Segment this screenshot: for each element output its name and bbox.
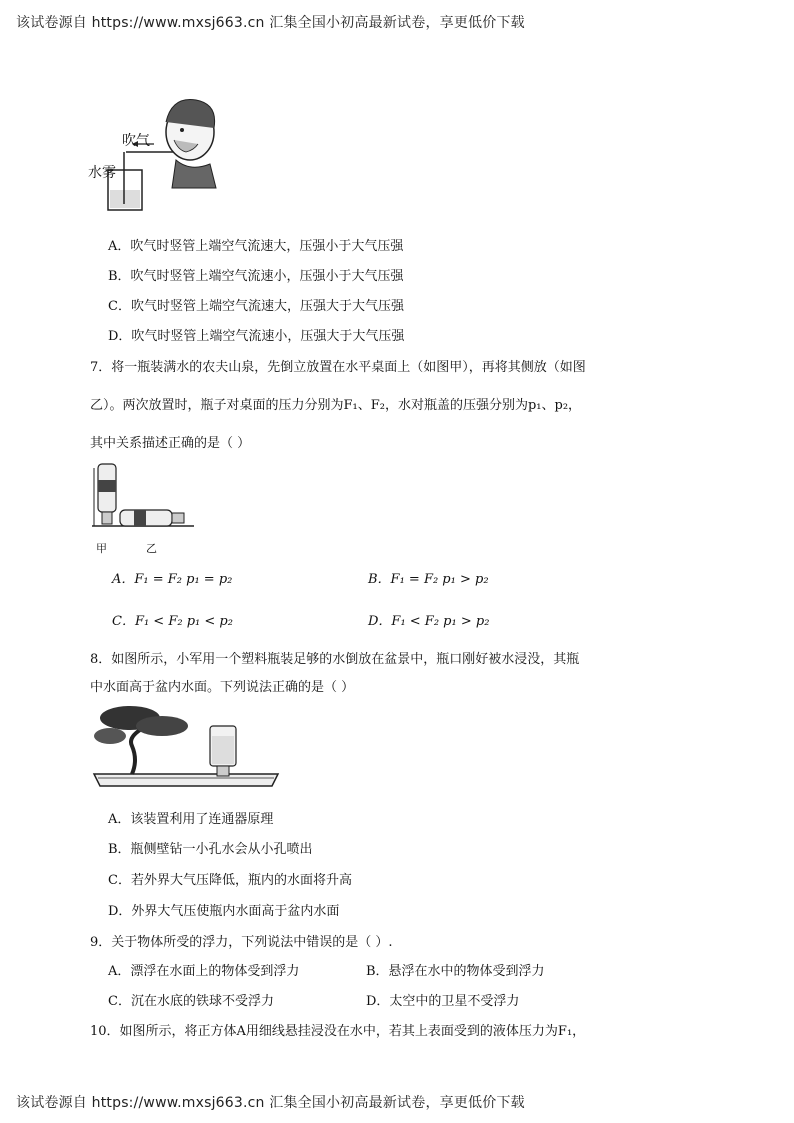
- q8-option-d: D．外界大气压使瓶内水面高于盆内水面: [108, 904, 340, 919]
- q9-option-b: B．悬浮在水中的物体受到浮力: [366, 964, 545, 979]
- q6-option-a: A．吹气时竖管上端空气流速大，压强小于大气压强: [108, 239, 404, 254]
- q7-option-b: B．F₁ = F₂ p₁ > p₂: [368, 572, 489, 587]
- q9-option-a: A．漂浮在水面上的物体受到浮力: [108, 964, 300, 979]
- q8-stem-line2: 中水面高于盆内水面。下列说法正确的是（ ）: [90, 680, 355, 695]
- bottle-yi-label: [134, 510, 146, 526]
- q7-stem-line3: 其中关系描述正确的是（ ）: [90, 436, 251, 451]
- page-header: 该试卷源自 https://www.mxsj663.cn 汇集全国小初高最新试卷，享更低价下载: [16, 15, 525, 31]
- q6-option-d: D．吹气时竖管上端空气流速小，压强大于大气压强: [108, 329, 405, 344]
- beaker-water: [110, 190, 140, 208]
- label-mist: 水雾: [88, 165, 116, 181]
- q7-option-a: A．F₁ = F₂ p₁ = p₂: [112, 572, 233, 587]
- q9-stem: 9．关于物体所受的浮力，下列说法中错误的是（ ）.: [90, 935, 393, 950]
- label-yi: 乙: [146, 542, 157, 555]
- tree-foliage-3: [94, 728, 126, 744]
- q6-option-c: C．吹气时竖管上端空气流速大，压强大于大气压强: [108, 299, 404, 314]
- tree-trunk: [131, 730, 140, 774]
- bottle-jia-label: [98, 480, 116, 492]
- label-jia: 甲: [96, 542, 107, 555]
- label-blow: 吹气: [122, 133, 150, 149]
- page-footer: 该试卷源自 https://www.mxsj663.cn 汇集全国小初高最新试卷，享更低价下载: [16, 1095, 525, 1111]
- q7-stem-line1: 7．将一瓶装满水的农夫山泉，先倒立放置在水平桌面上（如图甲），再将其侧放（如图: [90, 360, 586, 375]
- q8-option-b: B．瓶侧壁钻一小孔水会从小孔喷出: [108, 842, 313, 857]
- bonsai-figure: [92, 700, 282, 796]
- tree-foliage-2: [136, 716, 188, 736]
- q7-option-d: D．F₁ < F₂ p₁ > p₂: [368, 614, 490, 629]
- q6-option-b: B．吹气时竖管上端空气流速小，压强小于大气压强: [108, 269, 404, 284]
- q9-option-d: D．太空中的卫星不受浮力: [366, 994, 520, 1009]
- q7-stem-line2: 乙）。两次放置时，瓶子对桌面的压力分别为F₁、F₂，水对瓶盖的压强分别为p₁、p₂，: [90, 398, 582, 413]
- bonsai-tray: [94, 774, 278, 786]
- boy-body: [172, 160, 216, 188]
- q9-option-c: C．沉在水底的铁球不受浮力: [108, 994, 274, 1009]
- blowing-figure: [86, 92, 226, 220]
- q8-option-c: C．若外界大气压降低，瓶内的水面将升高: [108, 873, 352, 888]
- q7-option-c: C．F₁ < F₂ p₁ < p₂: [112, 614, 233, 629]
- bottles-figure: [90, 458, 200, 538]
- q10-stem-line1: 10．如图所示，将正方体A用细线悬挂浸没在水中，若其上表面受到的液体压力为F₁，: [90, 1024, 586, 1039]
- q8-stem-line1: 8．如图所示，小军用一个塑料瓶装足够的水倒放在盆景中，瓶口刚好被水浸没，其瓶: [90, 652, 580, 667]
- q8-option-a: A．该装置利用了连通器原理: [108, 812, 274, 827]
